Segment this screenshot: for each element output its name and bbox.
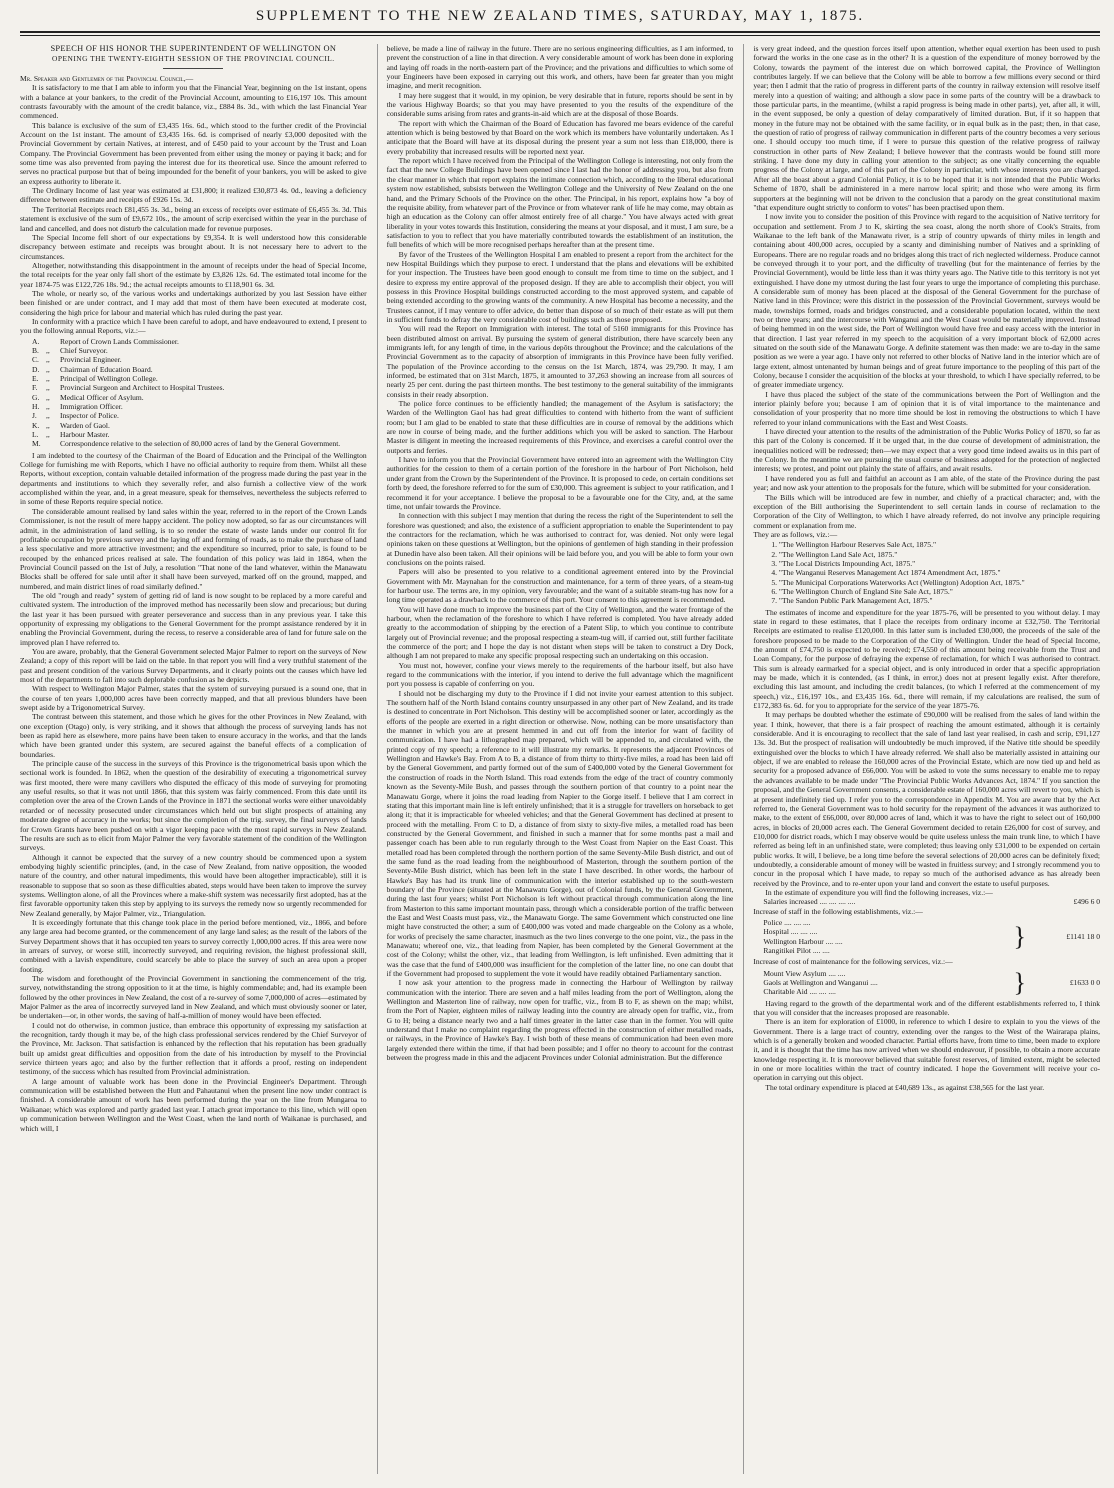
paragraph: This balance is exclusive of the sum of £3,435 16s. 6d., which stood to the further credit of the Provincial Account on the 1st instant. The amount of £3,435 16s. 6d. is comprised of nearly £3,000 deposited with the Provincial Government by certain Natives, at interest, and of £450 paid to your account by the Trust and Loan Company. The Provincial Government has been prevented from either using the money or paying it back; and for some time was also prevented from paying the interest due for its theoretical use. Since the amount referred to serves no practical purpose but that of being impounded for the benefit of your bankers, you will be asked to give an express authority to liberate it. xyxy=(20,120,367,186)
paragraph: In connection with this subject I may mention that during the recess the right of the Superintendent to sell the foreshore was questioned; and also, the existence of a sufficient appropriation to enable the Superintendent to pay the contractors for the reclamation, which he was authorised to contract for, was denied. Not only were legal opinions taken on these questions at Wellington, but the opinions of gentlemen of high standing in their profession at Dunedin have also been taken. All their opinions will be laid before you, and you will be able to form your own conclusions on the points raised. xyxy=(386,511,734,567)
paragraph: With respect to Wellington Major Palmer, states that the system of surveying pursued is a sound one, that in the course of ten years 1,000,000 acres have been correctly mapped, and that all previous blunders have been swept aside by a Trigonometrical Survey. xyxy=(20,684,367,713)
bill-item: 5. "The Municipal Corporations Waterworks Act (Wellington) Adoption Act, 1875." xyxy=(771,577,1025,587)
paragraph: The considerable amount realised by land sales within the year, referred to in the report of the Crown Lands Commissioner, is not the result of mere happy accident. The policy now adopted, so far as our circumstances will admit, in the administration of land selling, is to so render the estate of waste lands under our control fit for profitable occupation by previous survey and the laying off and forming of roads, as to make the purchase of land a less speculative and more attractive investment; and the expenditure so incurred, prior to sale, is found to be recouped by the enhanced prices realised at sale. The foundation of this policy was laid in 1864, when the Provincial Council passed on the 1st of July, a resolution "That none of the land whatever, within the Manawatu Blocks shall be offered for sale until after it shall have been surveyed, marked off on the ground, mapped, and numbered, and main district lines of road similarly defined." xyxy=(20,506,367,591)
bill-item: 1. "The Wellington Harbour Reserves Sale Act, 1875." xyxy=(771,540,937,550)
paragraph: Having regard to the growth of the departmental work and of the different establishments referred to, I think that you will consider that the increases proposed are reasonable. xyxy=(753,998,1100,1018)
bill-item: 6. "The Wellington Church of England Site Sale Act, 1875." xyxy=(771,586,953,596)
report-item: M. Correspondence relative to the selection of 80,000 acres of land by the General Government. xyxy=(32,439,341,449)
paragraph: You must not, however, confine your views merely to the requirements of the harbour itself, but also have regard to the communications with the interior, if you intend to derive the full advantage which the magnificent port you possess is capable of conferring on you. xyxy=(386,660,734,689)
column-3 xyxy=(743,44,1100,1474)
masthead-rule xyxy=(20,31,1100,36)
maint-amount: £1633 0 0 xyxy=(1069,978,1100,988)
maint-item: Mount View Asylum .... .... xyxy=(763,968,846,978)
paragraph: The old "rough and ready" system of getting rid of land is now sought to be replaced by a more careful and cultivated system. The introduction of the improved method has necessarily been slow and precarious; but during the last year it has been pursued with greater perseverance and success than in any previous year. I take this opportunity of expressing my obligations to the General Government for the prompt assistance rendered by it in enabling the Provincial Government, during the recess, to reserve a considerable area of land for future sale on the improved plan I have referred to. xyxy=(20,590,367,647)
paragraph: I may here suggest that it would, in my opinion, be very desirable that in future, reports should be sent in by the various Highway Boards; so that you may have presented to you the results of the expenditure of the considerable sums arising from rates and grants-in-aid which are at the disposal of those Boards. xyxy=(386,90,734,119)
paragraph: In conformity with a practice which I have been careful to adopt, and have endeavoured to extend, I present to you the following annual Reports, viz.:— xyxy=(20,316,367,336)
paragraph: The estimates of income and expenditure for the year 1875-76, will be presented to you without delay. I may state in regard to these estimates, that I place the receipts from ordinary income at £32,750. The Territorial Receipts are estimated to realise £120,000. In this latter sum is included £30,000, the proceeds of the sale of the foreshore proposed to be made to the Corporation of the City of Wellington. Under the head of Special Income, the amount of £74,750 is expected to be received; £74,550 of this amount being receivable from the Trust and Loan Company, for the purpose of defraying the expense of reclamation, for which I was authorised to contract. This sum is already earmarked for a special object, and is only introduced in order that a specific appropriation may be made, which it is contended, (as I think, in error,) does not at present legally exist. After therefore, excluding this last amount, and including the credit balances, (to which I referred at the commencement of my speech,) viz., £16,197 10s., and £3,435 16s. 6d., there will remain, if my calculations are realised, the sum of £172,383 6s. 6d. for you to appropriate for the service of the year 1875-76. xyxy=(753,607,1100,711)
staff-item: Police .... .... .... xyxy=(763,917,811,927)
headline-text: SPEECH OF HIS HONOR THE SUPERINTENDENT OF WELLINGTON ON xyxy=(50,44,337,53)
salaries-row xyxy=(763,897,1100,906)
paragraph: The report which I have received from the Principal of the Wellington College is interesting, not only from the fact that the new College Buildings have been opened since I last had the honor of addressing you, but also from the clear manner in which that report explains the intimate connection which, according to the liberal educational system now established, subsists between the Wellington College and the University of New Zealand on the one hand, and the Primary Schools of the Province on the other. The Principal, in his report, explains how "a boy of the requisite ability, from whatever part of the Province or from whatever rank of life he may come, may obtain as high an education as the Colony can offer almost entirely free of all charge." You have always acted with great liberality in your votes towards this Institution, considering the means at your disposal, and it must, I am sure, be a satisfaction to you to reflect that you have materially contributed towards the establishment of an institution, the full benefits of which will be more recognised perhaps hereafter than at the present time. xyxy=(386,156,734,250)
bill-item: 2. "The Wellington Land Sale Act, 1875." xyxy=(771,549,898,559)
columns xyxy=(20,44,1100,1474)
paragraph: The contrast between this statement, and those which he gives for the other Provinces in New Zealand, with one exception (Otago) only, is very striking, and it shows that although the process of surveying lands has not been as rapid here as elsewhere, more pains have been taken to ensure accuracy in the works, and that the lands which have been granted under this system, are secured against the baneful effects of a complication of boundaries. xyxy=(20,712,367,759)
paragraph: A large amount of valuable work has been done in the Provincial Engineer's Department. Through communication will be established between the Hutt and Pahautanui when the present line now under contract is finished. A considerable amount of work has been performed during the year on the line from Mungaroa to Waikanae; which was explored and partly graded last year. I attach great importance to this line, which will open up communication between Wellington and the West Coast, when the land north of Waikanae is purchased, and which will, I xyxy=(20,1076,367,1133)
report-item: K. ,, Warden of Gaol. xyxy=(32,420,110,430)
paragraph: Altogether, notwithstanding this disappointment in the amount of receipts under the head of Special Income, the total receipts for the year only fall short of the estimate by £3,826 12s. 6d. The estimated total income for the year 1874-75 was £122,726 18s. 9d.; the actual receipts amounts to £118,901 6s. 3d. xyxy=(20,260,367,289)
maint-item: Charitable Aid .... .... .... xyxy=(763,987,836,997)
paragraph: The Territorial Receipts reach £81,455 3s. 3d., being an excess of receipts over estimate of £6,455 3s. 3d. This statement is exclusive of the sum of £9,672 10s., the amount of scrip exercised within the year in the purchase of land and cancelled, and does not disturb the calculation made for revenue purposes. xyxy=(20,204,367,233)
maint-estimate xyxy=(763,969,1100,997)
report-item: C. ,, Provincial Engineer. xyxy=(32,355,122,365)
paragraph: You are aware, probably, that the General Government selected Major Palmer to report on the surveys of New Zealand; a copy of this report will be laid on the table. In that report you will find a very truthful statement of the past and present condition of the various Survey Departments, and it clearly points out the causes which have led most of the departments to fall into such deplorable confusion as he depicts. xyxy=(20,646,367,684)
staff-amount: £1141 18 0 xyxy=(1066,931,1100,941)
reports-list xyxy=(32,337,367,449)
report-item: L. ,, Harbour Master. xyxy=(32,430,110,440)
column-1 xyxy=(20,44,367,1474)
maint-item: Gaols at Wellington and Wanganui .... xyxy=(763,978,878,988)
staff-items xyxy=(763,918,1009,955)
paragraph: By favor of the Trustees of the Wellington Hospital I am enabled to present a report from the architect for the new Hospital Buildings which they purpose to erect. I understand that the plans and elevations will be exhibited for your inspection. The Trustees have been good enough to consult me from time to time on the subject, and I desire to express my entire approval of the proposed design. If they are able to accomplish their object, you will possess in this Province Hospital buildings constructed according to the most approved system, and capable of being extended according to the growing wants of the community. A new Hospital has become a necessity, and the Trustees cannot, if I may venture to offer advice, do better than dispose of so much of their estate as will put them in sufficient funds to defray the very considerable cost of buildings such as those proposed. xyxy=(386,249,734,324)
bill-item: 7. "The Sandon Public Park Management Act, 1875." xyxy=(771,596,933,606)
staff-item: Wellington Harbour .... .... xyxy=(763,936,843,946)
paragraph: It is satisfactory to me that I am able to inform you that the Financial Year, beginning on the 1st instant, opens with a balance at your bankers, to the credit of the Provincial Account, amounting to £16,197 10s. This amount contrasts favourably with the amount of the credit balance, viz., £884 8s. 3d., with which the last Financial Year commenced. xyxy=(20,83,367,121)
maint-intro: Increase of cost of maintenance for the following services, viz.:— xyxy=(753,957,953,967)
paragraph: The report with which the Chairman of the Board of Education has favored me bears evidence of the careful attention which is being bestowed by that Board on the work which its members have voluntarily undertaken. As I anticipate that the Board will have at its disposal during the present year a sum not less than £18,000, there is every probability that increased results will be reported next year. xyxy=(386,118,734,156)
paragraph: I have to inform you that the Provincial Government have entered into an agreement with the Wellington City authorities for the cession to them of a certain portion of the foreshore in the harbour of Port Nicholson, held under grant from the Crown by the Superintendent of the Province. It is proposed to cede, on certain conditions set forth by deed, the foreshore referred to for the sum of £30,000. This agreement is subject to your ratification, and I recommend it for your acceptance. I believe the proposal to be a favourable one for the City, and, at the same time, not unfair towards the Province. xyxy=(386,455,734,511)
paragraph: is very great indeed, and the question forces itself upon attention, whether equal exertion has been used to push forward the works in the one case as in the other? It is a question of the expenditure of money borrowed by the Colony, towards the payment of the interest due on which borrowed capital, the Province of Wellington contributes largely. If we can believe that the Colony will be able to borrow a few millions every second or third year; then I admit that the ratio of progress in different parts of the country in railway extension will resolve itself merely into a question of waiting; and although a slow pace in some parts of the country will be a drawback to those particular parts, in the meantime, (whilst a rapid progress is being made in other parts), yet, after all, it will, in the event supposed, be only a question of delay comparatively of limited duration. But, if it so happen that money in the future may not be obtained with the same facility, or in equal bulk as in the past; then, in that case, the question of ratio of progress of railway communication in different parts of the country becomes a very serious one. I should occupy too much time, if I were to pursue this question of the relative progress of railway construction in other parts of New Zealand; I believe however that the contrasts would be found still more striking. I have done my duty in calling your attention to the subject; as one vitally concerning the equable progress of the Colony at large, and of this part of the Colony in particular, with whose interests you are charged. After all the boast about a grand Colonial Policy, it is to be hoped that it is not intended that the Public Works Scheme of 1870, shall be administered in a mere narrow local spirit; and those who were among its firm supporters at the beginning will not be driven to the conclusion that a parody on the great constitutional maxim "that expenditure ought strictly to conform to votes" has been practised upon them. xyxy=(753,44,1100,212)
staff-item: Rangitikei Pilot .... .... xyxy=(763,946,830,955)
report-item: G. ,, Medical Officer of Asylum. xyxy=(32,392,144,402)
report-item: H. ,, Immigration Officer. xyxy=(32,402,123,412)
staff-estimate xyxy=(763,918,1100,955)
column-2 xyxy=(377,44,734,1474)
paragraph: believe, be made a line of railway in the future. There are no serious engineering difficulties, as I am informed, to prevent the construction of a line in that direction. A very considerable amount of work has been done in exploring and laying off roads in the north-eastern part of the Province; and the privations and difficulties to which some of your Engineers have been exposed in carrying out this work, and others, have been far greater than you might imagine, and merit recognition. xyxy=(386,44,734,91)
paragraph: The wisdom and forethought of the Provincial Government in sanctioning the commencement of the trig. survey, notwithstanding the strong opposition to it at the time, is highly commendable; and, had its example been followed by the other provinces in New Zealand, the cost of a re-survey of some 7,000,000 of acres—estimated by Major Palmer as the area of incorrectly surveyed land in New Zealand, and which must obviously sooner or later, be undertaken—or, in other words, the saving of half-a-million of money would have been effected. xyxy=(20,974,367,1021)
paragraph: I could not do otherwise, in common justice, than embrace this opportunity of expressing my satisfaction at the recognition, tardy though it may be, of the high class professional services rendered by the Chief Surveyor of the Province, Mr. Jackson. That satisfaction is enhanced by the reflection that his reputation has been gradually built up amidst great difficulties and opposition from the date of his introduction by myself to the Provincial service thirteen years ago; and also by the further reflection that it affords a proof, resting on independent testimony, of the success which has resulted from Provincial administration. xyxy=(20,1020,367,1077)
paragraph: The Special Income fell short of our expectations by £9,354. It is well understood how this considerable discrepancy between estimate and receipts was brought about. It is not necessary here to advert to the circumstances. xyxy=(20,232,367,261)
brace-icon: } xyxy=(1013,967,1027,997)
report-item: F. ,, Provincial Surgeon and Architect to Hospital Trustees. xyxy=(32,383,225,393)
paragraph: The principle cause of the success in the surveys of this Province is the trigonometrical basis upon which the sectional work is founded. In 1862, when the question of the desirability of executing a trigonometrical survey was first mooted, there were many cavillers who disputed the efficacy of this mode of surveying for promoting any useful results, so that it was not until 1866, that this system was fairly commenced. From this date until its completion over the area of the Crown Lands of the Province in 1871 the sectional works were either unavoidably retarded or of necessity prosecuted under circumstances which held out but slight prospects of attaining any moderate degree of accuracy in the works; but since the completion of the trig. survey, the final surveys of lands for Crown Grants have been pushed on with a vigor keeping pace with the most rapid surveys in New Zealand. The results are such as to elicit from Major Palmer the very favorable statement of the condition of the Wellington surveys. xyxy=(20,759,367,853)
paragraph: The total ordinary expenditure is placed at £40,689 13s., as against £38,565 for the last year. xyxy=(765,1082,1045,1092)
report-item: J. ,, Inspector of Police. xyxy=(32,411,119,421)
paragraph: There is an item for exploration of £1000, in reference to which I desire to explain to you the views of the Government. There is a large tract of country, extending over the ranges to the West of the Wairarapa plains, which is of a generally broken and wooded character. Partial efforts have, from time to time, been made to explore it, and it is thought that the time has now arrived when we should endeavour, if possible, to obtain a more accurate knowledge respecting it. It is moreover believed that suitable forest reserves, of limited extent, might be selected in one or more localities within the tract of country indicated. I hope the Government will receive your co-operation in carrying out this object. xyxy=(753,1017,1100,1083)
report-item: D. ,, Chairman of Education Board. xyxy=(32,364,153,374)
bills-list xyxy=(765,540,1100,605)
paragraph: It may perhaps be doubted whether the estimate of £90,000 will be realised from the sales of land within the year. I think, however, that there is a fair prospect of reaching the amount estimated, although it is certainly considerable. And it is encouraging to recollect that the sale of land last year realised, in cash and scrip, £91,127 13s. 3d. But the prospect of realisation will undoubtedly be much improved, if the Native title should be speedily extinguished over the blocks to which I have already referred. We shall also be materially assisted in attaining our object, if we are enabled to release the 160,000 acres of the Provincial Estate, which are now tied up and held as security for a proposed advance of £66,000. You will be asked to vote the sums necessary to enable me to repay the advances available to be made under "The Provincial Public Works Advances Act, 1874." If you sanction the proposal, and the General Government consents, a considerable estate of 160,000 acres will revert to you, which is at present indefinitely tied up. I refer you to the correspondence in Appendix M. You are aware that by the Act referred to, the General Government was to hold security for the repayment of the advances it was authorized to make, to the extent of £66,000, over 80,000 acres of land, which it was to have the right to select out of 160,000 acres, in blocks of 20,000 acres each. The General Government decided to retain £26,000 for cost of survey, and £10,000 for district roads, which I may observe would be quite useless unless the main trunk line, to which I have referred as being left in an unfinished state, were completed; thus leaving only £31,000 to be expended on certain public works. It will, I believe, be a long time before the several selections of 20,000 acres can be definitely fixed; undoubtedly, a considerable amount of money will be wasted in fruitless survey; and I strongly recommend you to concur in the proposal which I have made, to repay so much of the authorised advance as has already been received by the Province, and to re-enter upon your land and convert the estate to useful purposes. xyxy=(753,710,1100,888)
paragraph: You will read the Report on Immigration with interest. The total of 5160 immigrants for this Province has been distributed almost on arrival. By pursuing the system of general distribution, there have scarcely been any immigrants left, for any length of time, in the various depôts throughout the Province; and the calculations of the Provincial Government as to the capacity of absorption of immigrants in this Province have been fully verified. The population of the Province according to the census on the 1st March, 1874, was 29,790. It may, I am informed, be estimated that on 31st March, 1875, it amounted to 37,263 showing an increase from all sources of nearly 25 per cent. during the past thirteen months. The best testimony to the general suitability of the immigrants consists in their ready absorption. xyxy=(386,324,734,399)
staff-intro: Increase of staff in the following establishments, viz.:— xyxy=(753,906,923,916)
paragraph: I now invite you to consider the position of this Province with regard to the acquisition of Native territory for occupation and settlement. From J to K, skirting the sea coast, along the north shore of Cook's Straits, from Waikanae to the left bank of the Manawatu river, is a strip of country upwards of thirty miles in length and containing about 400,000 acres, occupied by a scanty and diminishing number of Natives and a sprinkling of Europeans. There are no regular roads and no bridges along this tract of rich neglected wilderness. Produce cannot be conveyed through it to your port, and the difficulty of travelling (but for the maintenance of ferries by the Provincial Government), would be little less than it was thirty years ago. The Native title to this territory is not yet extinguished. I have done my utmost during the last four years to urge the importance of completing this purchase. A considerable sum of money has been placed at the disposal of the General Government for the purchase of Native land in this Province; were this district in the possession of the Provincial Government, surveys would be made, townships formed, roads and bridges constructed, and a considerable population located, within the next two or three years; and the intercourse with Wanganui and the West Coast would be materially improved. Instead of being hemmed in on the west side, the Port of Wellington would have free and easy access with the interior in that direction. I last year referred in my speech to the acquisition of a very important block of 62,000 acres situated on the south side of the Manawatu Gorge. A definite statement was then made: we are to-day in the same position as we were a year ago. I have only not referred to other blocks of Native land in the interior which are of large extent, almost untenanted by human beings and of great future importance to the peopling of this part of the Colony, because I consider the acquisition of the blocks at your threshold, to which I have specially referred, to be of greater immediate urgency. xyxy=(753,212,1100,390)
salaries-label: Salaries increased .... .... .... .... xyxy=(763,897,856,907)
paragraph: I have directed your attention to the results of the administration of the Public Works Policy of 1870, so far as this part of the Colony is concerned. If it be urged that, in the due course of development of administration, the inequalities noticed will be redressed; then—we may expect that a very good time indeed awaits us in this part of the Colony. In the meantime we are pursuing the usual course of business adopted for the protection of neglected interests; we protest, and point out plainly the state of affairs, and await results. xyxy=(753,427,1100,474)
maint-items xyxy=(763,969,1009,997)
subheadline-text: OPENING THE TWENTY-EIGHTH SESSION OF THE PROVINCIAL COUNCIL. xyxy=(52,54,335,63)
paragraph: The Ordinary Income of last year was estimated at £31,800; it realized £30,873 4s. 0d., leaving a deficiency difference between estimate and receipts of £926 15s. 3d. xyxy=(20,186,367,205)
bill-item: 3. "The Local Districts Impounding Act, 1875." xyxy=(771,558,916,568)
paragraph: I should not be discharging my duty to the Province if I did not invite your earnest attention to this subject. The southern half of the North Island contains country unsurpassed in any other part of New Zealand, and its trade is destined to concentrate in Port Nicholson. This destiny will be accomplished sooner or later, accordingly as the efforts of the people are exerted in a right direction or otherwise. Now, nothing can be more unsatisfactory than the manner in which you are at present hemmed in and cut off from the interior for want of facility of communication. I have had a lithographed map prepared, which will be appended to, and circulated with, the printed copy of my speech; a reference to it will illustrate my remarks. It represents the adjacent Provinces of Wellington and Hawke's Bay. From A to B, a distance of from thirty to thirty-five miles, a road has been laid off by the General Government, and partly formed out of the sum of £400,000 voted by the General Government for the construction of roads in the North Island. This road extends from the edge of the tract of country commonly known as the Seventy-Mile Bush, and passes through the southern portion of that country to a point near the Manawatu Gorge, where it joins the road leading from Napier to the Gorge itself. I believe that I am correct in stating that this important main line is left entirely unfinished; that it is a struggle for travellers on horseback to get along it; that it is impracticable for wheeled vehicles; and that the General Government has declined at present to proceed with the metalling. From C to D, a distance of from sixty to sixty-five miles, a metalled road has been constructed by the General Government, and finished in such a manner that for some months past a mail and passenger coach has been able to run regularly through to the West Coast from Napier on the East Coast. This metalled road has been completed through the northern portion of the same Seventy-Mile Bush district, and out of the same fund as the road leading from the neighbourhood of Masterton, through the southern portion of the Seventy-Mile Bush district, which has been left in the state I have described. In other words, the harbour of Hawke's Bay has had its trunk line of communication with the interior established up to the south-western boundary of the Province (situated at the Manawatu Gorge), out of Colonial funds, by the General Government, during the last four years; whilst Port Nicholson is left without practical through communication along the line from Masterton to this same important mountain pass, through which a considerable portion of the traffic between the East and West Coasts must pass, viz., the Manawatu Gorge. The same Government which constructed one line might have constructed the other; a sum of £400,000 was voted and made chargeable on the Colony as a whole, for works of precisely the same character, inasmuch as the two lines converge to the one point, viz., the pass in the Manawatu; whereof one, viz., that leading from Napier, has been completed by the General Government at the cost of the Colony; whilst the other, viz., that leading from Wellington, is left unfinished. Even admitting that it was the case that the fund of £400,000 was insufficient for the completion of the latter line, no one can doubt that if the Government had proposed to supplement the vote it would have readily obtained Parliamentary sanction. xyxy=(386,688,734,979)
article-headline xyxy=(20,44,367,64)
masthead: SUPPLEMENT TO THE NEW ZEALAND TIMES, SATURDAY, MAY 1, 1875. xyxy=(255,8,865,24)
report-item: B. ,, Chief Surveyor. xyxy=(32,345,108,355)
paragraph: Papers will also be presented to you relative to a conditional agreement entered into by the Provincial Government with Mr. Maynahan for the construction and maintenance, for a term of three years, of a steam-tug for harbour use. The terms are, in my opinion, very favourable; and the want of a suitable steam-tug has now for a long time operated as a drawback to the commerce of this port. Your consent to this agreement is recommended. xyxy=(386,567,734,605)
report-item: A. Report of Crown Lands Commissioner. xyxy=(32,336,179,346)
paragraph: It is exceedingly fortunate that this change took place in the period before mentioned, viz., 1866, and before any large area had become granted, or the commencement of any large land sales; as the result of the labors of the Survey Department shows that it has occupied ten years to survey correctly 1,000,000 acres. If this area were now in arrears of survey, or worse still, incorrectly surveyed, and requiring revision, the highest professional skill, combined with a lavish expenditure, could scarcely be able to place the survey of such an area upon a proper footing. xyxy=(20,917,367,974)
paragraph: I have thus placed the subject of the state of the communications between the Port of Wellington and the interior plainly before you; because I am of opinion that it is of vital importance to the maintenance and consolidation of your prosperity that no more time should be lost in removing the obstructions to which I have referred to your inland communications with the East and West Coasts. xyxy=(753,389,1100,427)
paragraph: The police force continues to be efficiently handled; the management of the Asylum is satisfactory; the Warden of the Wellington Gaol has had great difficulties to contend with hitherto from the want of sufficient room; but I am glad to be enabled to state that these difficulties are in course of removal by the additions which are now in course of being made, and the further additions which you will be asked to sanction. The Harbour Master is diligent in meeting the increased requirements of this Province, and exercises a careful control over the outports and ferries. xyxy=(386,399,734,455)
brace-icon: } xyxy=(1013,921,1027,951)
bill-item: 4. "The Wanganui Reserves Management Act 1874 Amendment Act, 1875." xyxy=(771,568,1001,578)
paragraph: I now ask your attention to the progress made in connecting the Harbour of Wellington by railway communication with the interior. There are seven and a half miles leading from the port of Wellington, along the Wellington and Masterton line of railway, now open for traffic, viz., from B to F, as shewn on the map; whilst, from the Port of Napier, eighteen miles of railway leading into the country are already open for traffic, viz., from G to H; being a distance nearly two and a half times greater in the latter case than in the former. You will quite understand that I make no complaint regarding the progress effected in the construction of either metalled roads, or railways, in the Province of Hawke's Bay. I wish both of these means of communication had been even more largely extended there within the time, if that had been possible; and I offer no theory to account for the contrast between the progress made in this and the adjacent Provinces under Colonial administration. But the difference xyxy=(386,978,734,1063)
paragraph: The Bills which will be introduced are few in number, and chiefly of a practical character; and, with the exception of the Bill authorising the Superintendent to sell certain lands in course of reclamation to the Corporation of the City of Wellington, to which I have already referred, do not involve any principle requiring comment or explanation from me. xyxy=(753,492,1100,530)
staff-item: Hospital .... .... .... xyxy=(763,927,818,937)
report-item: E. ,, Principal of Wellington College. xyxy=(32,374,158,383)
headline-rule xyxy=(163,68,223,69)
paragraph: I have rendered you as full and faithful an account as I am able, of the state of the Province during the past year; and now ask your attention to the proposals for the future, which will be submitted for your consideration. xyxy=(753,473,1100,493)
paragraph: Although it cannot be expected that the survey of a new country should be commenced upon a system embodying highly scientific principles, (and, in the case of New Zealand, from native opposition, the wooded nature of the country, and other natural impediments, this would have been altogether impracticable), still it is reasonable to suppose that so soon as these difficulties abated, steps would have been taken to improve the survey systems. Wellington alone, of all the Provinces where a make-shift system was necessarily first adopted, has at the first favorable opportunity taken this step by applying to its surveys the remedy now so urgently recommended for New Zealand generally, by Major Palmer, viz., Triangulation. xyxy=(20,852,367,918)
paragraph: I am indebted to the courtesy of the Chairman of the Board of Education and the Principal of the Wellington College for furnishing me with Reports, which I have no official authority to require from them. Whilst all these Reports, without exception, contain valuable detailed information of the progress made during the past year in the departments and institutions to which they severally refer, and also furnish a collective view of the work accomplished within the year, and, in a great measure, speak for themselves, nevertheless the subjects referred to in some of these Reports require special notice. xyxy=(20,450,367,507)
paragraph: In the estimate of expenditure you will find the following increases, viz.:— xyxy=(765,887,993,897)
paragraph: The whole, or nearly so, of the various works and undertakings authorized by you last Session have either been finished or are under contract, and I may add that most of them have been executed at moderate cost, considering the high price for labour and material which has ruled during the past year. xyxy=(20,288,367,317)
salaries-amount: £496 6 0 xyxy=(1073,897,1100,907)
bills-intro: They are as follows, viz.:— xyxy=(753,529,838,539)
salutation: Mr. Speaker and Gentlemen of the Provincial Council,— xyxy=(20,74,194,83)
paragraph: You will have done much to improve the business part of the City of Wellington, and the water frontage of the harbour, when the reclamation of the foreshore to which I have referred is completed. You have already added greatly to the accommodation of shipping by the erection of a Patent Slip, to which you continue to contribute largely out of Provincial revenue; and the proposal respecting a steam-tug will, if carried out, still further facilitate the commerce of the port; and I hope the day is not distant when steps will be taken to construct a Dry Dock, although I am not prepared to make any specific proposal respecting such an undertaking on this occasion. xyxy=(386,604,734,661)
